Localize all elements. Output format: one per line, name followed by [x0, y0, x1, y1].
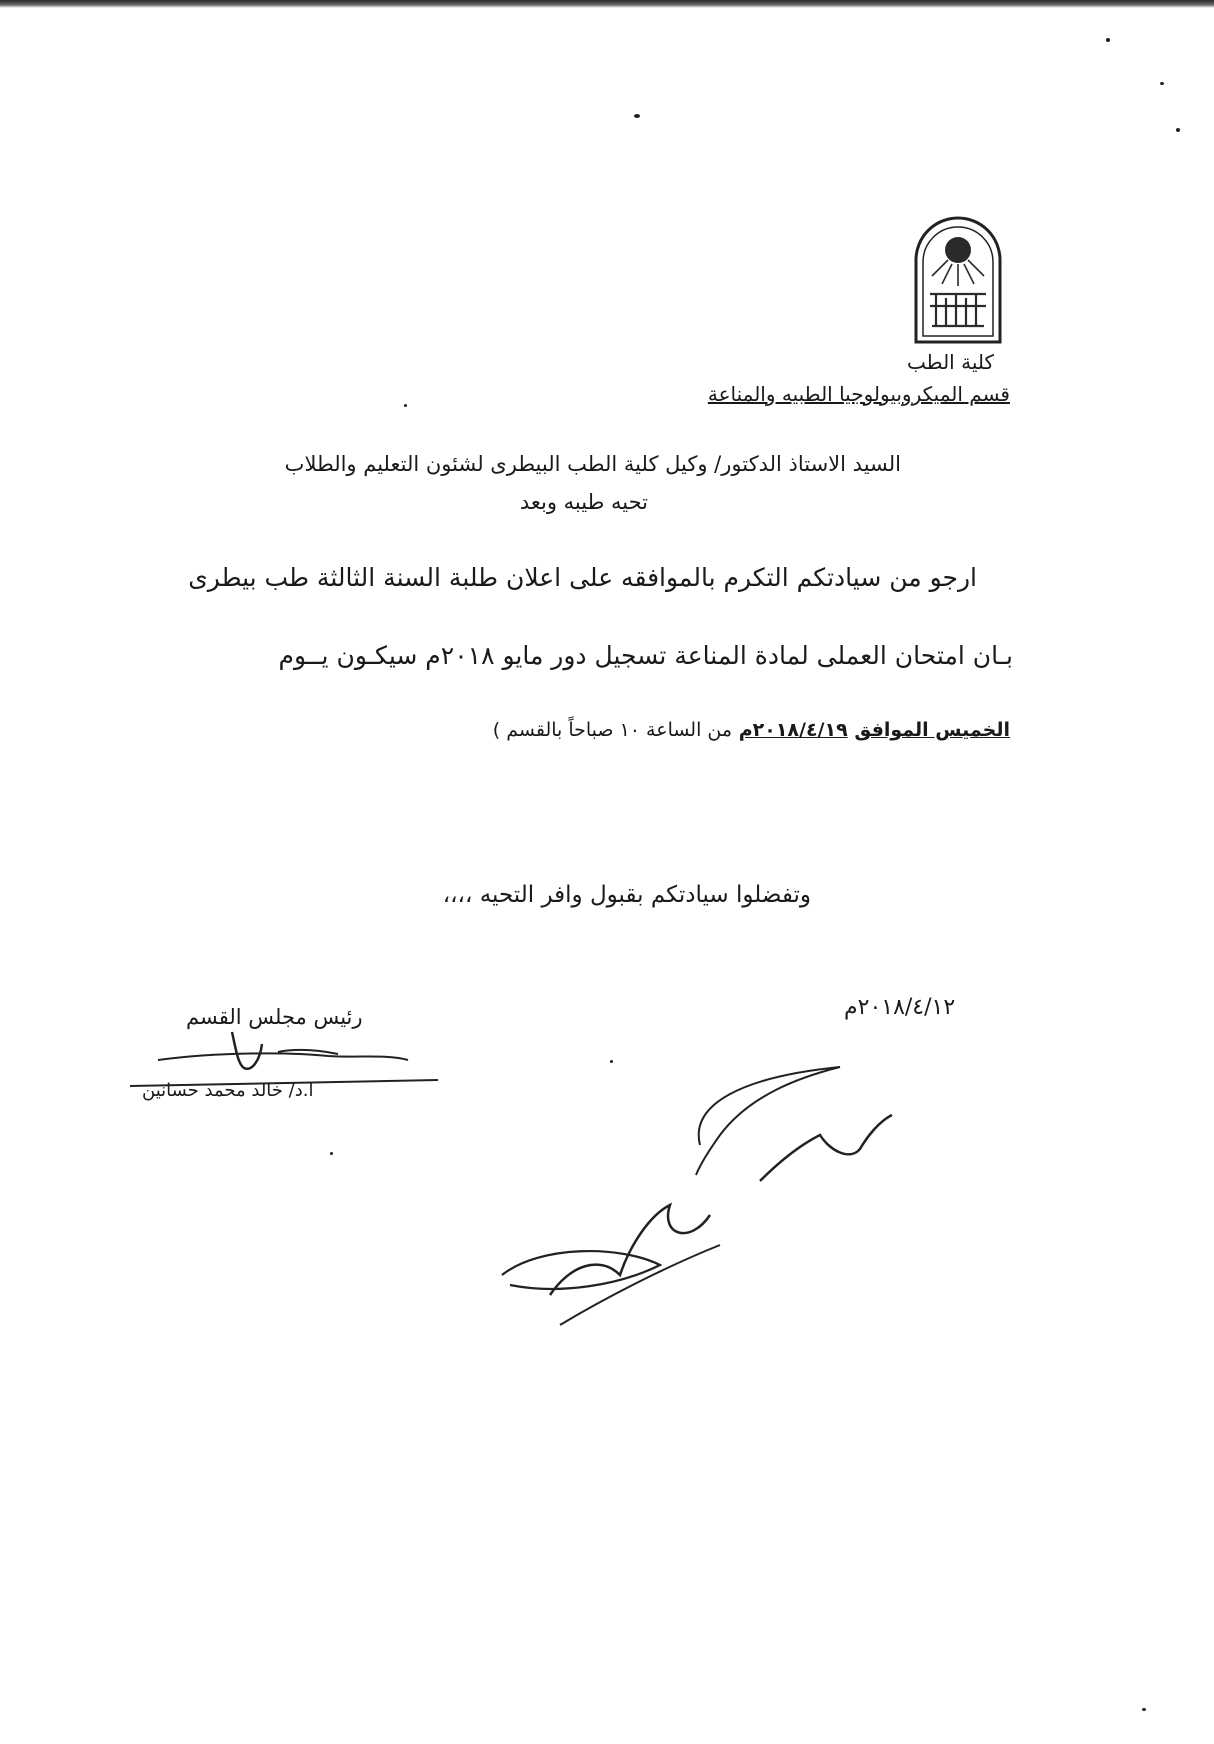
chair-name: ا.د/ خالد محمد حسانين: [142, 1080, 314, 1101]
exam-line: [493, 719, 1010, 741]
faculty-name: كلية الطب: [907, 350, 994, 374]
university-logo-icon: [912, 214, 1004, 346]
chair-signature-icon: [128, 1030, 448, 1110]
scan-speck: [1160, 82, 1164, 85]
closing-line: وتفضلوا سيادتكم بقبول وافر التحيه ،،،،: [442, 882, 811, 908]
exam-date: ٢٠١٨/٤/١٩م: [738, 719, 848, 741]
addressee-line: السيد الاستاذ الدكتور/ وكيل كلية الطب البيطرى لشئون التعليم والطلاب: [284, 452, 901, 476]
body-line-2: بـان امتحان العملى لمادة المناعة تسجيل دور مايو ٢٠١٨م سيكـون يــوم: [278, 641, 1013, 670]
scan-speck: [330, 1152, 333, 1155]
letter-date: ٢٠١٨/٤/١٢م: [844, 995, 956, 1020]
body-line-1: ارجو من سيادتكم التكرم بالموافقه على اعلان طلبة السنة الثالثة طب بيطرى: [188, 563, 977, 592]
exam-time: من الساعة ١٠ صباحاً بالقسم ): [492, 719, 733, 741]
greeting-line: تحيه طيبه وبعد: [519, 490, 648, 514]
exam-day: الخميس الموافق: [854, 719, 1010, 741]
scan-speck: [1176, 128, 1180, 132]
scan-speck: [1142, 1708, 1146, 1711]
department-name: قسم الميكروبيولوجيا الطبيه والمناعة: [707, 382, 1010, 406]
scan-speck: [610, 1060, 613, 1063]
scan-speck: [1106, 38, 1110, 42]
scan-speck: [404, 404, 407, 407]
approval-signature-icon: [500, 1065, 920, 1345]
scan-speck: [634, 114, 640, 118]
scan-edge: [0, 0, 1214, 8]
chair-title: رئيس مجلس القسم: [186, 1005, 363, 1029]
